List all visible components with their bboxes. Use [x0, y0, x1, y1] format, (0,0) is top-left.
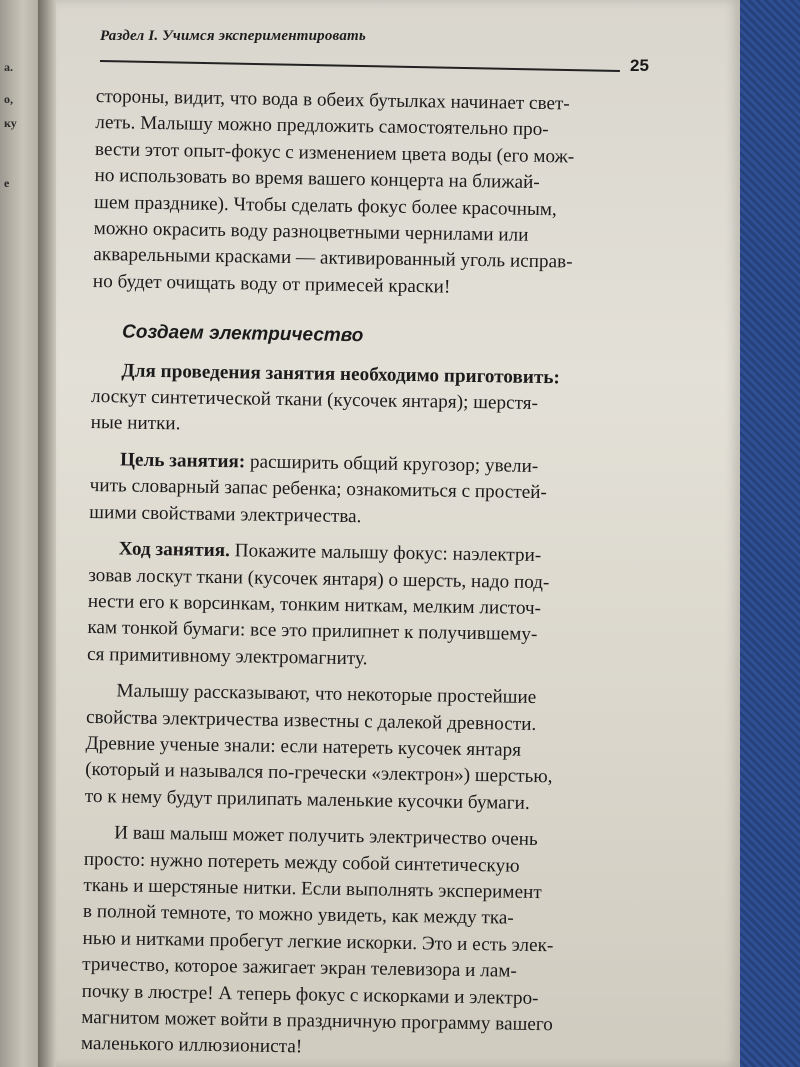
text-line: тричество, которое зажигает экран телевизора и лам- [82, 954, 517, 982]
adjacent-page-mark: ку [4, 116, 17, 130]
goal-paragraph [89, 447, 690, 536]
book-page [56, 0, 740, 1067]
text-fragment: Покажите малышу фокус: наэлектри- [229, 540, 542, 567]
text-line: ся примитивному электромагниту. [86, 643, 368, 670]
text-line: ткань и шерстяные нитки. Если выполнять эксперимент [83, 874, 542, 904]
text-line: чить словарный запас ребенка; ознакомиться с простей- [89, 475, 548, 504]
text-line: вести этот опыт-фокус с изменением цвета воды (его мож- [94, 138, 575, 168]
text-line: почку в люстре! А теперь фокус с искорками и электро- [81, 980, 539, 1009]
text-line: акварельными красками — активированный уголь исправ- [93, 244, 573, 273]
text-line: можно окрасить воду разноцветными чернилами или [93, 218, 529, 246]
text-line: нью и нитками пробегут легкие искорки. Это и есть элек- [82, 927, 554, 957]
materials-paragraph [90, 358, 691, 447]
background-fabric [740, 0, 800, 1067]
text-line: (который и назывался по-гречески «электрон») шерстью, [85, 759, 553, 788]
text-line: в полной темноте, то можно увидеть, как между тка- [82, 901, 514, 930]
procedure-label: Ход занятия. [118, 538, 231, 562]
text-line: шими свойствами электричества. [89, 501, 362, 527]
text-line: Малышу рассказывают, что некоторые простейшие [116, 680, 537, 709]
text-line: магнитом может войти в праздничную программу вашего [81, 1006, 554, 1036]
adjacent-page-edge [0, 0, 38, 1067]
history-paragraph [85, 678, 687, 819]
adjacent-page-mark: е [4, 176, 10, 190]
section-title: Создаем электричество [121, 321, 364, 347]
text-line: Древние ученые знали: если натереть кусочек янтаря [85, 732, 522, 761]
text-line: шем празднике). Чтобы сделать фокус более красочным, [93, 191, 558, 220]
text-line: то к нему будут прилипать маленькие кусочки бумаги. [84, 785, 530, 814]
procedure-paragraph [87, 536, 689, 677]
text-line: стороны, видит, что вода в обеих бутылках начинает свет- [95, 85, 570, 115]
page-number: 25 [630, 56, 649, 75]
materials-label: Для проведения занятия необходимо приготовить: [121, 360, 561, 388]
text-line: но будет очищать воду от примесей краски! [92, 270, 451, 298]
text-line: нести его к ворсинкам, тонким ниткам, мелким листоч- [87, 590, 542, 619]
text-line: но использовать во время вашего концерта на ближай- [94, 165, 540, 194]
text-line: кам тонкой бумаги: все это прилипнет к получившему- [87, 617, 538, 646]
text-line: леть. Малышу можно предложить самостоятельно про- [95, 112, 549, 141]
text-line: зовав лоскут ткани (кусочек янтаря) о шерсть, надо под- [88, 564, 550, 593]
text-line: лоскут синтетической ткани (кусочек янтаря); шерстя- [90, 386, 539, 415]
intro-paragraph [93, 84, 696, 305]
goal-label: Цель занятия: [119, 449, 246, 473]
book-gutter [38, 0, 58, 1067]
text-fragment: расширить общий кругозор; увели- [245, 451, 539, 477]
text-line: просто: нужно потереть между собой синтетическую [83, 848, 520, 877]
adjacent-page-mark: о, [4, 92, 13, 106]
header-rule [100, 60, 620, 72]
text-line: ные нитки. [90, 412, 181, 435]
page-body [81, 84, 696, 1067]
text-line: И ваш малыш может получить электричество очень [114, 822, 538, 851]
text-line: свойства электричества известны с далекой древности. [85, 706, 537, 735]
text-line: маленького иллюзиониста! [80, 1033, 303, 1058]
adjacent-page-mark: а. [4, 60, 13, 74]
running-title: Раздел I. Учимся экспериментировать [100, 28, 366, 44]
experiment-paragraph [81, 820, 685, 1067]
